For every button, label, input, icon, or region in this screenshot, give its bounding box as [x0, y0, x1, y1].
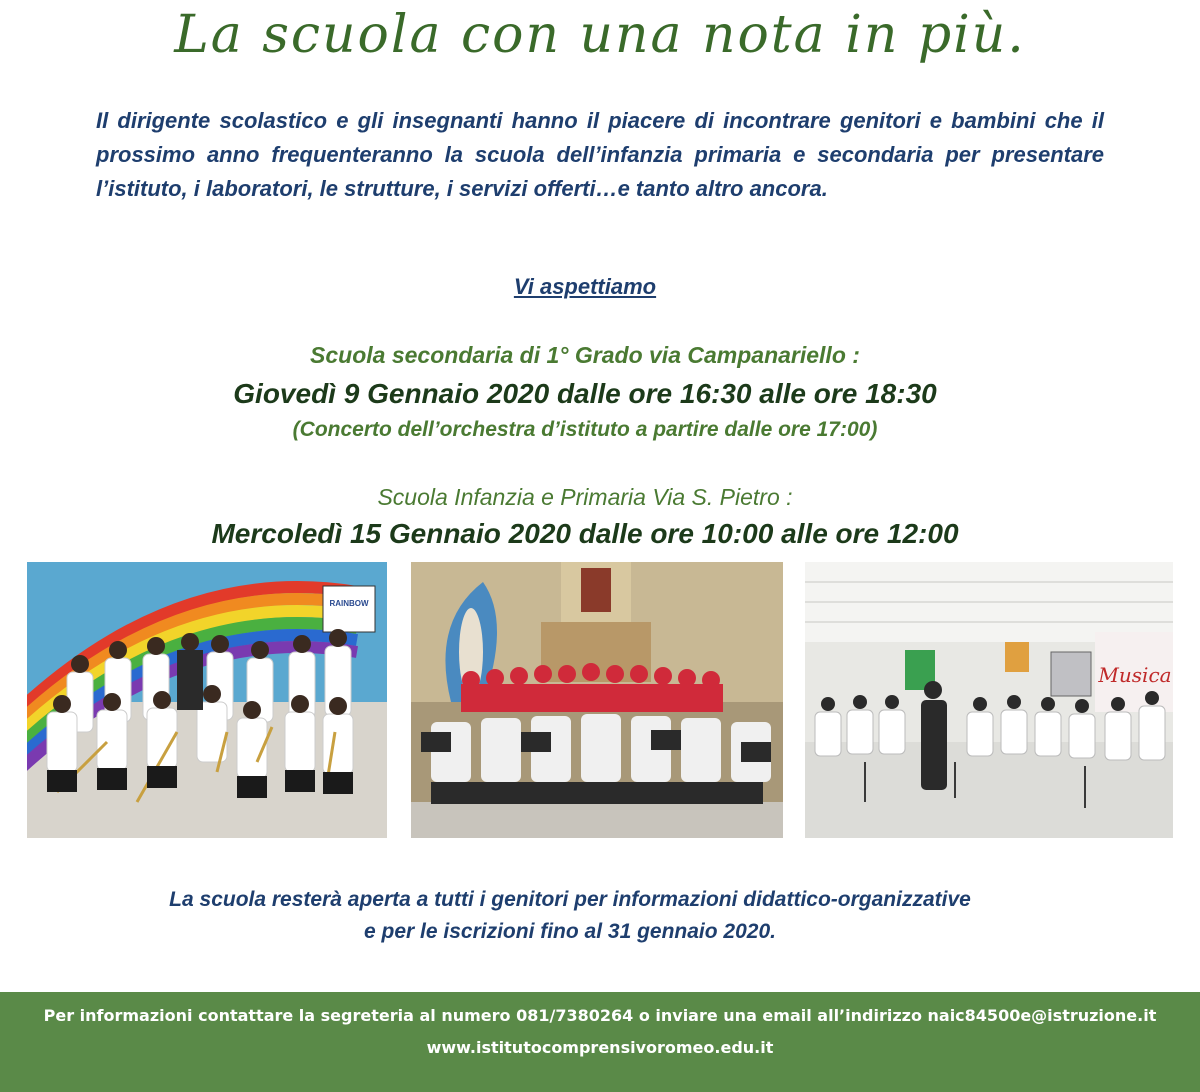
photo-church-concert [411, 562, 783, 838]
flyer-title: La scuola con una nota in più. [174, 5, 1026, 65]
intro-paragraph: Il dirigente scolastico e gli insegnanti hanno il piacere di incontrare genitori e bambini che il prossimo anno frequenteranno la scuola dell’infanzia primaria e secondaria per presentare l’istituto, i laboratori, le strutture, i servizi offerti…e tanto altro ancora. [96, 108, 1104, 201]
secondary-school-name: Scuola secondaria di 1° Grado via Campanariello : [310, 342, 860, 368]
secondary-school-date: Giovedì 9 Gennaio 2020 dalle ore 16:30 alle ore 18:30 [233, 378, 937, 409]
closing-line-2: e per le iscrizioni fino al 31 gennaio 2020. [364, 920, 776, 943]
photo-rainbow-band [27, 562, 387, 838]
music-sign-text: Musica [1098, 663, 1172, 687]
photo-band-rehearsal [805, 562, 1173, 838]
closing-line-1: La scuola resterà aperta a tutti i genitori per informazioni didattico-organizzative [169, 888, 971, 911]
invitation-heading: Vi aspettiamo [513, 274, 657, 299]
rainbow-sign-text: RAINBOW [329, 599, 369, 608]
concert-note: (Concerto dell’orchestra d’istituto a partire dalle ore 17:00) [292, 418, 878, 441]
footer-banner [0, 992, 1200, 1092]
closing-paragraph [0, 884, 1140, 948]
footer-website-link[interactable]: www.istitutocomprensivoromeo.edu.it [426, 1038, 774, 1057]
primary-school-date: Mercoledì 15 Gennaio 2020 dalle ore 10:00 alle ore 12:00 [211, 518, 959, 549]
primary-school-name: Scuola Infanzia e Primaria Via S. Pietro : [377, 484, 793, 510]
footer-contact: Per informazioni contattare la segreteria al numero 081/7380264 o inviare una email all’indirizzo naic84500e@istruzione.it [43, 1006, 1157, 1025]
